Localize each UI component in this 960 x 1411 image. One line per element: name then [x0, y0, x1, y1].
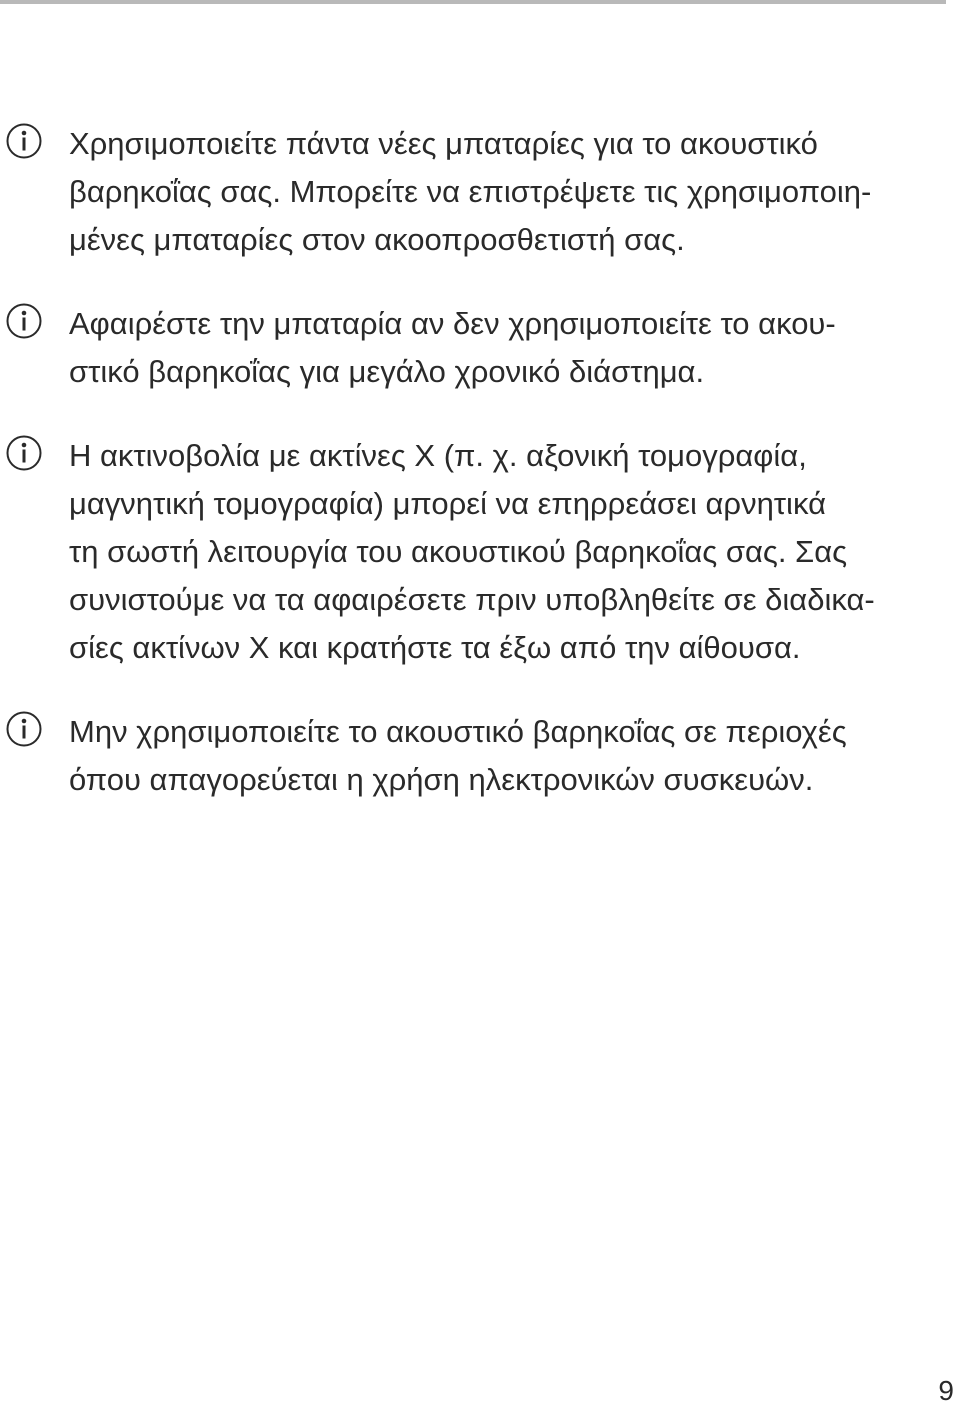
note-item — [0, 432, 930, 672]
info-icon — [6, 303, 42, 339]
top-rule — [0, 0, 946, 4]
info-icon — [6, 711, 42, 747]
page-number: 9 — [938, 1375, 954, 1406]
note-item — [0, 708, 930, 804]
note-text: Μην χρησιμοποιείτε το ακουστικό βαρηκοΐας σε περιοχές όπου απαγορεύεται η χρήση ηλεκτρονικών συσκευών. — [69, 714, 847, 797]
note-item — [0, 120, 930, 264]
note-item — [0, 300, 930, 396]
note-text: Χρησιμοποιείτε πάντα νέες μπαταρίες για το ακουστικό βαρηκοΐας σας. Μπορείτε να επιστρέψετε τις χρησιμοποιη- μένες μπαταρίες στον ακοοπροσθετιστή σας. — [69, 126, 872, 257]
info-icon — [6, 435, 42, 471]
note-text: Η ακτινοβολία με ακτίνες Χ (π. χ. αξονική τομογραφία, μαγνητική τομογραφία) μπορεί να επηρρεάσει αρνητικά τη σωστή λειτουργία του ακουστικού βαρηκοΐας σας. Σας συνιστούμε να τα αφαιρέσετε πριν υποβληθείτε σε διαδικα- σίες ακτίνων Χ και κρατήστε τα έξω από την αίθουσα. — [69, 438, 875, 665]
info-icon — [6, 123, 42, 159]
safety-notes — [0, 120, 930, 840]
note-text: Αφαιρέστε την μπαταρία αν δεν χρησιμοποιείτε το ακου- στικό βαρηκοΐας για μεγάλο χρονικό διάστημα. — [69, 306, 836, 389]
